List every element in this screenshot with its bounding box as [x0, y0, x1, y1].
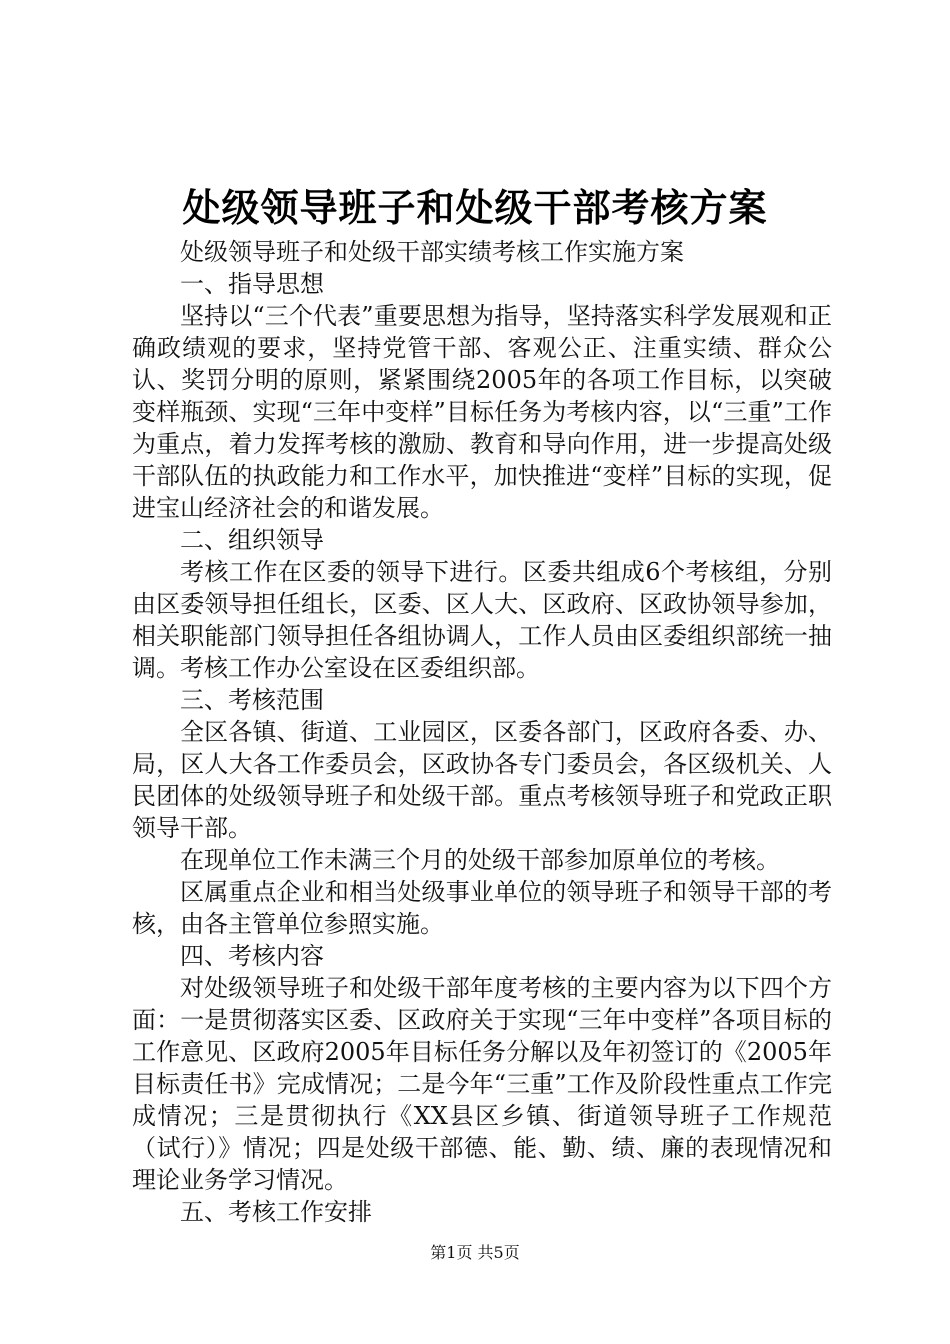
body-paragraph: 考核工作在区委的领导下进行。区委共组成6个考核组，分别由区委领导担任组长，区委、区人大、区政府、区政协领导参加，相关职能部门领导担任各组协调人，工作人员由区委组织部统一抽调。考核工作办公室设在区委组织部。 — [132, 558, 832, 682]
body-paragraph: 全区各镇、街道、工业园区，区委各部门，区政府各委、办、局，区人大各工作委员会，区政协各专门委员会，各区级机关、人民团体的处级领导班子和处级干部。重点考核领导班子和党政正职领导干部。 — [132, 718, 832, 842]
section-heading-scope: 三、考核范围 — [180, 686, 324, 714]
page-footer: 第1页 共5页 — [430, 1243, 520, 1262]
section-heading-organization: 二、组织领导 — [180, 526, 324, 554]
section-heading-arrangement: 五、考核工作安排 — [180, 1198, 372, 1226]
document-title: 处级领导班子和处级干部考核方案 — [182, 186, 768, 230]
subtitle-paragraph: 处级领导班子和处级干部实绩考核工作实施方案 — [180, 238, 684, 266]
document-body — [132, 236, 832, 1228]
body-paragraph: 坚持以“三个代表”重要思想为指导，坚持落实科学发展观和正确政绩观的要求，坚持党管干部、客观公正、注重实绩、群众公认、奖罚分明的原则，紧紧围绕2005年的各项工作目标，以突破变样瓶颈、实现“三年中变样”目标任务为考核内容，以“三重”工作为重点，着力发挥考核的激励、教育和导向作用，进一步提高处级干部队伍的执政能力和工作水平，加快推进“变样”目标的实现，促进宝山经济社会的和谐发展。 — [132, 302, 832, 522]
body-paragraph: 在现单位工作未满三个月的处级干部参加原单位的考核。 — [180, 846, 780, 874]
body-paragraph: 对处级领导班子和处级干部年度考核的主要内容为以下四个方面：一是贯彻落实区委、区政府关于实现“三年中变样”各项目标的工作意见、区政府2005年目标任务分解以及年初签订的《2005年目标责任书》完成情况；二是今年“三重”工作及阶段性重点工作完成情况；三是贯彻执行《XX县区乡镇、街道领导班子工作规范（试行）》情况；四是处级干部德、能、勤、绩、廉的表现情况和理论业务学习情况。 — [132, 974, 832, 1194]
body-paragraph: 区属重点企业和相当处级事业单位的领导班子和领导干部的考核，由各主管单位参照实施。 — [132, 878, 832, 938]
section-heading-guiding-thought: 一、指导思想 — [180, 270, 324, 298]
section-heading-content: 四、考核内容 — [180, 942, 324, 970]
